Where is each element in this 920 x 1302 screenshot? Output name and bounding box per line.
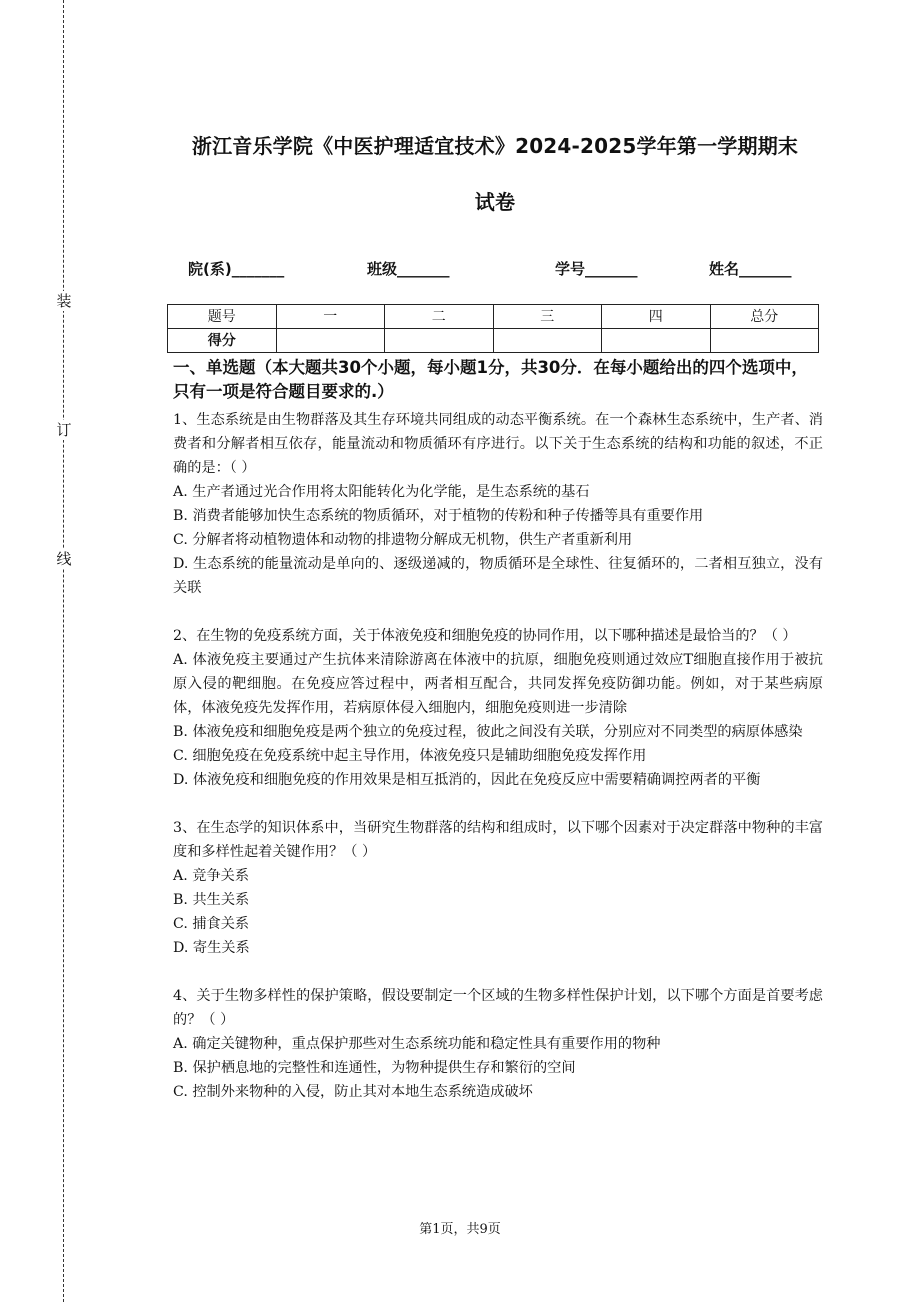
question-3 <box>173 816 823 960</box>
score-header-cell: 二 <box>385 305 494 329</box>
question-option[interactable]: A. 竞争关系 <box>173 868 250 884</box>
question-option[interactable]: C. 控制外来物种的入侵，防止其对本地生态系统造成破坏 <box>173 1084 533 1100</box>
score-table-header-row <box>168 305 819 329</box>
page-footer: 第1页，共9页 <box>419 1222 501 1237</box>
student-info-row <box>0 258 920 280</box>
score-table-score-row <box>168 329 819 353</box>
question-option[interactable]: C. 细胞免疫在免疫系统中起主导作用，体液免疫只是辅助细胞免疫发挥作用 <box>173 748 647 764</box>
score-cell[interactable] <box>385 329 494 353</box>
score-cell[interactable] <box>276 329 385 353</box>
question-option[interactable]: D. 体液免疫和细胞免疫的作用效果是相互抵消的，因此在免疫反应中需要精确调控两者的平衡 <box>173 772 761 788</box>
question-option[interactable]: B. 体液免疫和细胞免疫是两个独立的免疫过程，彼此之间没有关联，分别应对不同类型的病原体感染 <box>173 724 803 740</box>
name-field[interactable]: 姓名_______ <box>709 260 792 278</box>
question-4 <box>173 984 823 1104</box>
exam-title <box>150 118 840 230</box>
score-header-cell: 总分 <box>710 305 819 329</box>
question-option[interactable]: A. 生产者通过光合作用将太阳能转化为化学能，是生态系统的基石 <box>173 484 590 500</box>
question-option[interactable]: B. 保护栖息地的完整性和连通性，为物种提供生存和繁衍的空间 <box>173 1060 576 1076</box>
exam-title-line1: 浙江音乐学院《中医护理适宜技术》2024-2025学年第一学期期末 <box>191 134 799 158</box>
question-option[interactable]: B. 共生关系 <box>173 892 250 908</box>
binding-char-xian: 线 <box>56 550 72 568</box>
score-cell[interactable] <box>493 329 602 353</box>
score-header-cell: 一 <box>276 305 385 329</box>
class-field[interactable]: 班级_______ <box>367 260 450 278</box>
binding-char-ding: 订 <box>56 421 72 439</box>
score-header-cell: 题号 <box>168 305 277 329</box>
binding-dashed-line <box>63 0 64 1302</box>
question-option[interactable]: B. 消费者能够加快生态系统的物质循环，对于植物的传粉和种子传播等具有重要作用 <box>173 508 704 524</box>
binding-char-zhuang: 装 <box>56 292 72 310</box>
question-stem: 2、在生物的免疫系统方面，关于体液免疫和细胞免疫的协同作用，以下哪种描述是最恰当的？（ ） <box>173 628 797 644</box>
question-option[interactable]: D. 寄生关系 <box>173 940 250 956</box>
question-option[interactable]: A. 确定关键物种，重点保护那些对生态系统功能和稳定性具有重要作用的物种 <box>173 1036 661 1052</box>
section-heading: 一、单选题（本大题共30个小题，每小题1分，共30分．在每小题给出的四个选项中，只有一项是符合题目要求的.） <box>173 358 808 401</box>
exam-content <box>173 356 823 1128</box>
score-cell[interactable] <box>602 329 711 353</box>
question-1 <box>173 408 823 600</box>
score-header-cell: 四 <box>602 305 711 329</box>
student-id-field[interactable]: 学号_______ <box>555 260 638 278</box>
question-2 <box>173 624 823 792</box>
score-row-label: 得分 <box>168 329 277 353</box>
question-option[interactable]: A. 体液免疫主要通过产生抗体来清除游离在体液中的抗原，细胞免疫则通过效应T细胞直接作用于被抗原入侵的靶细胞。在免疫应答过程中，两者相互配合，共同发挥免疫防御功能。例如，对于某些病原体，体液免疫先发挥作用，若病原体侵入细胞内，细胞免疫则进一步清除 <box>173 652 823 716</box>
exam-title-line2: 试卷 <box>474 190 516 214</box>
question-stem: 3、在生态学的知识体系中，当研究生物群落的结构和组成时，以下哪个因素对于决定群落中物种的丰富度和多样性起着关键作用？（ ） <box>173 820 823 860</box>
question-option[interactable]: C. 分解者将动植物遗体和动物的排遗物分解成无机物，供生产者重新利用 <box>173 532 633 548</box>
score-header-cell: 三 <box>493 305 602 329</box>
score-cell[interactable] <box>710 329 819 353</box>
question-stem: 1、生态系统是由生物群落及其生存环境共同组成的动态平衡系统。在一个森林生态系统中，生产者、消费者和分解者相互依存，能量流动和物质循环有序进行。以下关于生态系统的结构和功能的叙述，不正确的是：（ ） <box>173 412 823 476</box>
dept-field[interactable]: 院(系)_______ <box>188 260 285 278</box>
question-stem: 4、关于生物多样性的保护策略，假设要制定一个区域的生物多样性保护计划，以下哪个方面是首要考虑的？（ ） <box>173 988 823 1028</box>
question-option[interactable]: C. 捕食关系 <box>173 916 250 932</box>
question-option[interactable]: D. 生态系统的能量流动是单向的、逐级递减的，物质循环是全球性、往复循环的，二者相互独立，没有关联 <box>173 556 823 596</box>
score-table <box>167 304 819 353</box>
